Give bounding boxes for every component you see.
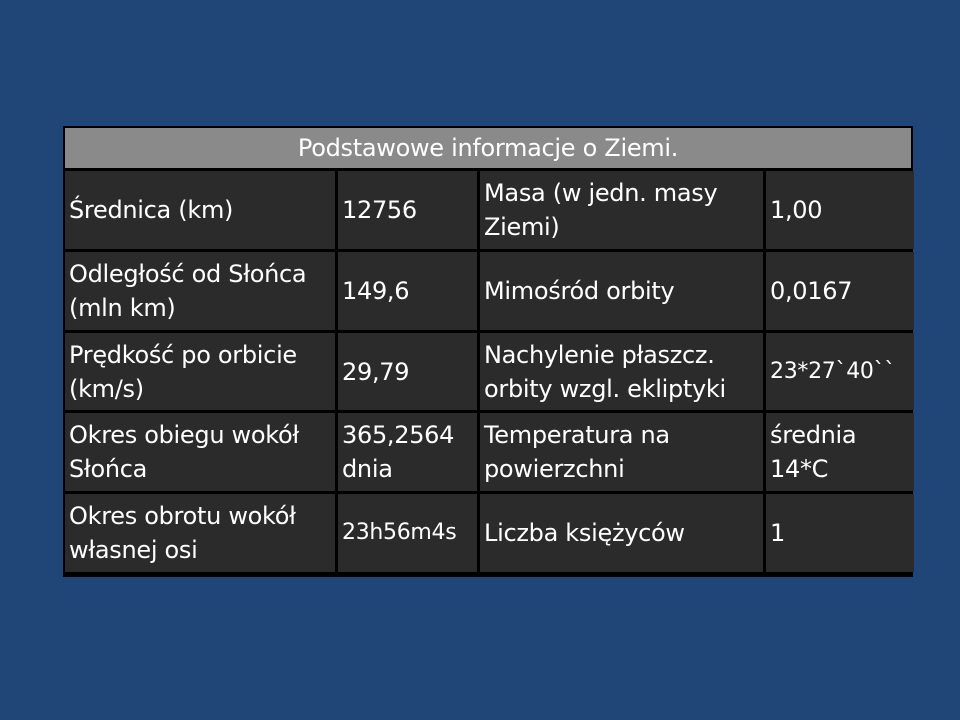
table-title: Podstawowe informacje o Ziemi. (65, 128, 911, 168)
surface-temperature-value: średnia 14*C (770, 421, 857, 483)
table-cell-value (338, 252, 477, 330)
table-cell-label (65, 171, 335, 249)
table-cell-label (480, 494, 763, 572)
rotation-period-value: 23h56m4s (342, 520, 457, 545)
table-cell-label (480, 333, 763, 410)
table-cell-label (480, 252, 763, 330)
orbital-period-value: 365,2564 dnia (342, 421, 455, 483)
table-cell-value (338, 494, 477, 572)
table-cell-label (65, 333, 335, 410)
orbital-inclination-value: 23*27`40`` (770, 358, 895, 384)
orbit-eccentricity-label: Mimośród orbity (484, 277, 675, 305)
earth-info-table (63, 126, 913, 577)
table-cell-value (338, 171, 477, 249)
table-cell-label (480, 171, 763, 249)
table-cell-value (766, 252, 914, 330)
table-cell-value (766, 171, 914, 249)
table-cell-label (65, 252, 335, 330)
moon-count-value: 1 (770, 519, 785, 547)
diameter-label: Średnica (km) (69, 196, 234, 224)
orbital-speed-value: 29,79 (342, 357, 410, 386)
surface-temperature-label: Temperatura na powierzchni (484, 421, 670, 483)
distance-from-sun-label: Odległość od Słońca (mln km) (69, 260, 307, 322)
mass-value: 1,00 (770, 196, 823, 224)
orbital-speed-label: Prędkość po orbicie (km/s) (69, 340, 297, 403)
table-cell-value (338, 333, 477, 410)
orbital-period-label: Okres obiegu wokół Słońca (69, 421, 299, 483)
orbital-inclination-label: Nachylenie płaszcz. orbity wzgl. ekliptyki (484, 340, 726, 403)
distance-from-sun-value: 149,6 (342, 277, 410, 305)
table-cell-value (338, 413, 477, 491)
table-cell-label (480, 413, 763, 491)
table-grid (65, 171, 911, 572)
table-cell-label (65, 494, 335, 572)
table-cell-value (766, 413, 914, 491)
orbit-eccentricity-value: 0,0167 (770, 277, 853, 305)
table-cell-value (766, 333, 914, 410)
mass-label: Masa (w jedn. masy Ziemi) (484, 179, 718, 241)
diameter-value: 12756 (342, 196, 417, 224)
moon-count-label: Liczba księżyców (484, 519, 685, 547)
table-cell-label (65, 413, 335, 491)
rotation-period-label: Okres obrotu wokół własnej osi (69, 502, 296, 564)
table-cell-value (766, 494, 914, 572)
